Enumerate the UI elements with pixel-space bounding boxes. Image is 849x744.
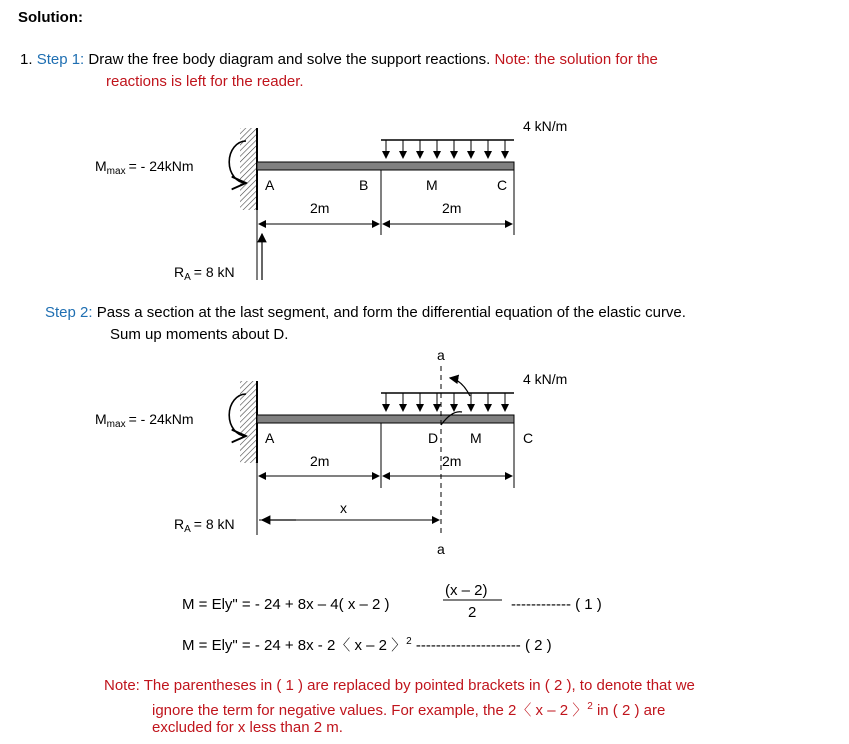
load-label-1: 4 kN/m — [523, 118, 568, 134]
fixed-wall-2 — [240, 381, 257, 463]
equation-2 — [182, 633, 552, 655]
step2-line — [45, 304, 686, 322]
solution-heading: Solution: — [18, 9, 83, 26]
equation-2-exponent: 2 — [406, 636, 412, 647]
step1-text: Draw the free body diagram and solve the support reactions. — [88, 51, 491, 68]
distributed-load-1 — [381, 140, 514, 158]
step1-number: 1. — [20, 51, 33, 68]
section-label-bottom: a — [437, 541, 445, 557]
point-a-label: A — [265, 177, 275, 193]
note-line-3: excluded for x less than 2 m. — [152, 719, 343, 736]
equation-1-tag: ------------ ( 1 ) — [511, 596, 602, 613]
mmax-label-2: $M_{max}$ = - 24kNm — [95, 411, 194, 430]
beam-2 — [257, 415, 514, 423]
step1-note-cont: reactions is left for the reader. — [106, 73, 304, 90]
point-m-label: M — [426, 177, 438, 193]
note-line-1: Note: The parentheses in ( 1 ) are replaced by pointed brackets in ( 2 ), to denote that we — [104, 677, 695, 694]
equation-1-numerator: (x – 2) — [445, 582, 488, 599]
beam-diagram-2 — [95, 347, 567, 557]
point-m-label-2: M — [470, 430, 482, 446]
distributed-load-2 — [381, 393, 514, 411]
point-c-label: C — [497, 177, 508, 193]
load-label-2: 4 kN/m — [523, 371, 568, 387]
dim-label-1a: 2m — [310, 200, 330, 216]
equation-2-tag: --------------------- ( 2 ) — [415, 637, 552, 654]
step2-label: Step 2: — [45, 304, 93, 321]
point-d-label: D — [428, 430, 439, 446]
step1-note: Note: the solution for the — [494, 51, 658, 68]
point-b-label: B — [359, 177, 369, 193]
mmax-label-1: $M_{max}$ = - 24kNm — [95, 158, 194, 177]
fixed-wall-1 — [240, 128, 257, 210]
note-line-2: ignore the term for negative values. For example, the 2〈 x – 2 〉$^2$ in ( 2 ) are — [152, 701, 666, 719]
section-label-top: a — [437, 347, 445, 363]
step2-text: Pass a section at the last segment, and form the differential equation of the elastic curve. — [96, 304, 686, 321]
equation-2-lhs: M = Ely" = - 24 + 8x - 2〈 x – 2 〉 — [182, 637, 407, 654]
ra-label-2: $R_A = 8$ kN — [174, 516, 235, 535]
point-a-label-2: A — [265, 430, 275, 446]
beam-1 — [257, 162, 514, 170]
ra-label-1: $R_A = 8$ kN — [174, 264, 235, 283]
equation-1-denominator: 2 — [468, 604, 477, 621]
point-c-label-2: C — [523, 430, 534, 446]
dim-label-x: x — [340, 500, 347, 516]
step1-label: Step 1: — [36, 51, 85, 68]
dim-label-2a: 2m — [310, 453, 330, 469]
equation-1-lhs: M = Ely" = - 24 + 8x – 4( x – 2 ) — [182, 596, 390, 613]
dim-label-2b: 2m — [442, 453, 462, 469]
step2-text-cont: Sum up moments about D. — [110, 326, 289, 343]
dim-label-1b: 2m — [442, 200, 462, 216]
